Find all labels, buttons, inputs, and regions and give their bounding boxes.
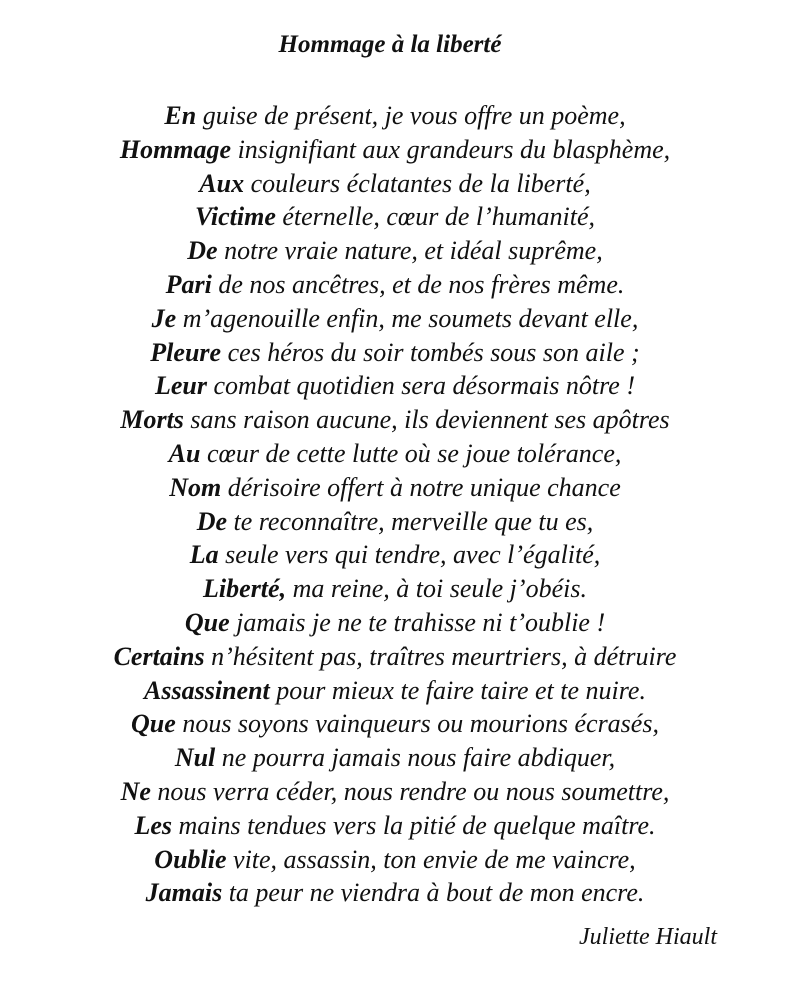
line-lead-word: Nom bbox=[169, 472, 222, 502]
line-text: cœur de cette lutte où se joue tolérance, bbox=[200, 438, 622, 468]
poem-line bbox=[0, 843, 790, 877]
poem-line bbox=[0, 538, 790, 572]
poem-line bbox=[0, 809, 790, 843]
line-lead-word: En bbox=[164, 101, 197, 130]
line-lead-word: Ne bbox=[120, 776, 151, 806]
poem-line bbox=[0, 133, 790, 167]
poem-line bbox=[0, 572, 790, 606]
line-lead-word: Je bbox=[151, 303, 177, 333]
poem-line bbox=[0, 200, 790, 234]
line-text: insignifiant aux grandeurs du blasphème, bbox=[231, 134, 671, 164]
line-text: mains tendues vers la pitié de quelque maître. bbox=[171, 810, 656, 840]
line-lead-word: De bbox=[196, 506, 228, 536]
poem-line bbox=[0, 268, 790, 302]
line-text: éternelle, cœur de l’humanité, bbox=[275, 202, 596, 232]
poem-line bbox=[0, 876, 790, 910]
line-text: seule vers qui tendre, avec l’égalité, bbox=[218, 540, 601, 570]
line-lead-word: Assassinent bbox=[144, 675, 270, 705]
poem-line bbox=[0, 167, 790, 201]
line-text: couleurs éclatantes de la liberté, bbox=[244, 168, 591, 198]
line-text: dérisoire offert à notre unique chance bbox=[221, 472, 621, 502]
line-lead-word: Leur bbox=[155, 371, 207, 401]
line-lead-word: Nul bbox=[174, 743, 216, 773]
line-lead-word: La bbox=[189, 540, 219, 570]
poem-line bbox=[0, 437, 790, 471]
line-lead-word: Au bbox=[168, 438, 201, 468]
line-text: notre vraie nature, et idéal suprême, bbox=[217, 236, 603, 266]
line-text: m’agenouille enfin, me soumets devant elle, bbox=[176, 303, 639, 333]
line-text: nous verra céder, nous rendre ou nous soumettre, bbox=[150, 776, 670, 806]
line-text: vite, assassin, ton envie de me vaincre, bbox=[226, 844, 636, 874]
line-lead-word: Pari bbox=[165, 269, 212, 299]
line-text: nous soyons vainqueurs ou mourions écrasés, bbox=[175, 709, 659, 739]
line-text: ma reine, à toi seule j’obéis. bbox=[286, 574, 587, 604]
line-text: guise de présent, je vous offre un poème, bbox=[196, 101, 626, 130]
poem-line bbox=[0, 336, 790, 370]
poem-line bbox=[0, 707, 790, 741]
line-text: n’hésitent pas, traîtres meurtriers, à détruire bbox=[204, 641, 677, 671]
line-text: ta peur ne viendra à bout de mon encre. bbox=[222, 878, 645, 908]
line-lead-word: Victime bbox=[194, 202, 276, 232]
poem-line bbox=[0, 369, 790, 403]
line-lead-word: Les bbox=[134, 810, 172, 840]
line-lead-word: Que bbox=[131, 709, 176, 739]
poem-line bbox=[0, 606, 790, 640]
line-lead-word: Que bbox=[184, 607, 230, 637]
author-signature: Juliette Hiault bbox=[579, 924, 717, 950]
line-text: ces héros du soir tombés sous son aile ; bbox=[221, 337, 640, 367]
line-lead-word: Aux bbox=[199, 168, 245, 198]
poem-line bbox=[0, 741, 790, 775]
line-lead-word: Liberté, bbox=[203, 574, 287, 604]
poem-title: Hommage à la liberté bbox=[278, 31, 502, 58]
line-text: te reconnaître, merveille que tu es, bbox=[227, 506, 594, 536]
line-text: jamais je ne te trahisse ni t’oublie ! bbox=[229, 607, 606, 637]
poem-line bbox=[0, 775, 790, 809]
poem-line bbox=[0, 234, 790, 268]
line-lead-word: Certains bbox=[113, 641, 205, 671]
line-lead-word: Jamais bbox=[145, 878, 223, 908]
poem-body bbox=[0, 99, 790, 910]
line-lead-word: Morts bbox=[120, 405, 184, 435]
line-lead-word: De bbox=[187, 236, 218, 266]
line-lead-word: Oublie bbox=[154, 844, 227, 874]
poem-line bbox=[0, 302, 790, 336]
line-text: ne pourra jamais nous faire abdiquer, bbox=[215, 743, 616, 773]
poem-line bbox=[0, 471, 790, 505]
line-lead-word: Pleure bbox=[150, 337, 222, 367]
poem-line bbox=[0, 505, 790, 539]
line-lead-word: Hommage bbox=[119, 134, 232, 164]
line-text: de nos ancêtres, et de nos frères même. bbox=[211, 269, 625, 299]
poem-line bbox=[0, 674, 790, 708]
poem-line bbox=[0, 640, 790, 674]
poem-line bbox=[0, 99, 790, 133]
line-text: sans raison aucune, ils deviennent ses apôtres bbox=[183, 405, 670, 435]
poem-line bbox=[0, 403, 790, 437]
line-text: pour mieux te faire taire et te nuire. bbox=[269, 675, 646, 705]
line-text: combat quotidien sera désormais nôtre ! bbox=[207, 371, 635, 401]
